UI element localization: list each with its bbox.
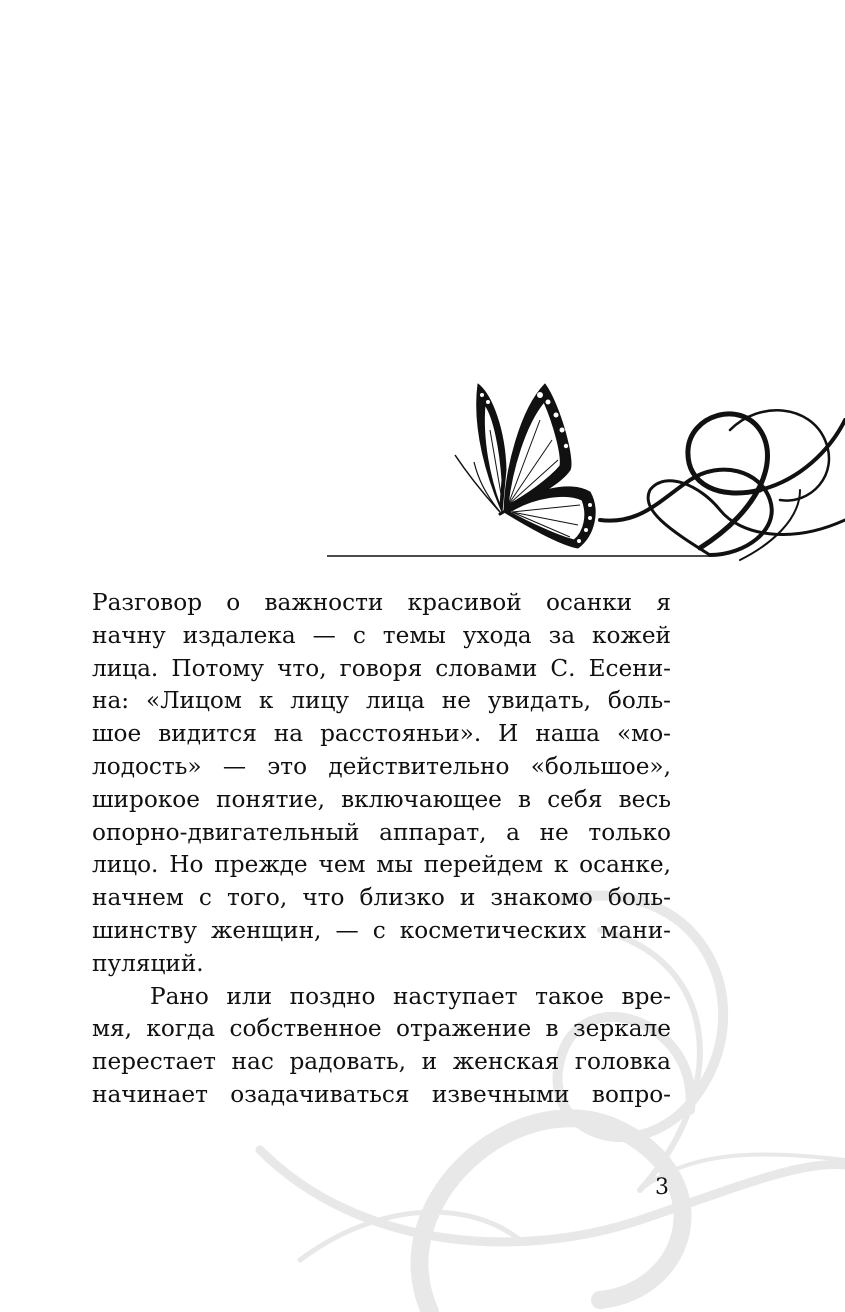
paragraph-1 (92, 587, 671, 981)
text-line: опорно-двигательный аппарат, а не только (92, 818, 671, 846)
text-line: лица. Потому что, говоря словами С. Есени- (92, 654, 671, 682)
body-text (92, 587, 671, 1112)
text-line: начинает озадачиваться извечными вопро- (92, 1080, 671, 1108)
text-line: лицо. Но прежде чем мы перейдем к осанке, (92, 851, 671, 879)
butterfly-swirl-ornament-icon (0, 0, 845, 600)
text-line: Рано или поздно наступает такое вре- (150, 982, 671, 1010)
text-line: на: «Лицом к лицу лица не увидать, боль- (92, 687, 671, 715)
paragraph-2 (92, 981, 671, 1112)
text-line: широкое понятие, включающее в себя весь (92, 785, 671, 813)
text-line: Разговор о важности красивой осанки я (92, 589, 671, 616)
text-line: начнем с того, что близко и знакомо боль- (92, 884, 671, 912)
text-line: перестает нас радовать, и женская головка (92, 1048, 671, 1076)
page-number: 3 (655, 1175, 669, 1200)
text-line: начну издалека — с темы ухода за кожей (92, 621, 671, 649)
text-line: шинству женщин, — с косметических мани- (92, 916, 671, 944)
text-line: шое видится на расстояньи». И наша «мо- (92, 720, 671, 748)
text-line: лодость» — это действительно «большое», (92, 752, 671, 780)
text-line: пуляций. (92, 949, 204, 977)
text-line: мя, когда собственное отражение в зеркале (92, 1015, 671, 1043)
